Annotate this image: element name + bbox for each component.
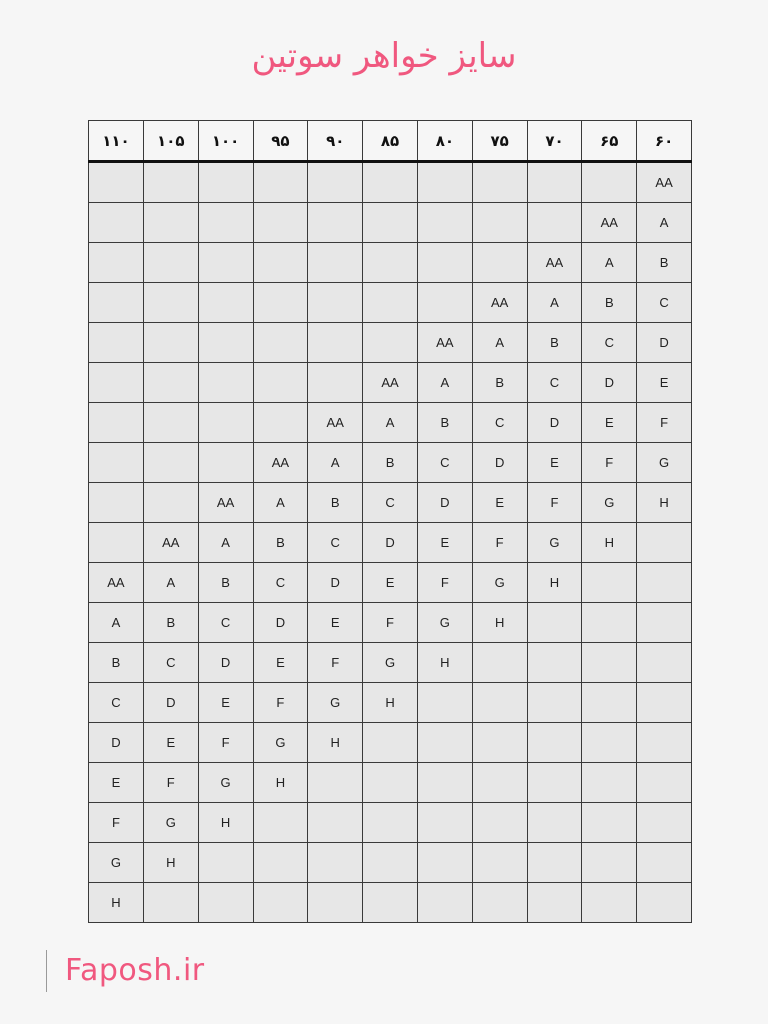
table-row [89, 243, 692, 283]
table-row [89, 323, 692, 363]
cup-size-cell: B [253, 523, 308, 563]
cup-size-cell: C [253, 563, 308, 603]
cup-size-cell [417, 843, 472, 883]
cup-size-cell [417, 803, 472, 843]
cup-size-cell [308, 323, 363, 363]
band-size-header: ۸۰ [417, 121, 472, 162]
cup-size-cell [417, 723, 472, 763]
cup-size-cell: F [198, 723, 253, 763]
cup-size-cell: E [582, 403, 637, 443]
cup-size-cell [253, 363, 308, 403]
cup-size-cell: AA [582, 203, 637, 243]
cup-size-cell: B [89, 643, 144, 683]
table-row [89, 763, 692, 803]
cup-size-cell: C [143, 643, 198, 683]
cup-size-cell: G [472, 563, 527, 603]
cup-size-cell: AA [472, 283, 527, 323]
cup-size-cell: F [472, 523, 527, 563]
cup-size-cell: C [472, 403, 527, 443]
cup-size-cell [363, 243, 418, 283]
cup-size-cell [198, 403, 253, 443]
cup-size-cell: A [143, 563, 198, 603]
cup-size-cell [527, 883, 582, 923]
cup-size-cell: B [417, 403, 472, 443]
cup-size-cell: F [582, 443, 637, 483]
cup-size-cell [363, 283, 418, 323]
cup-size-cell [253, 243, 308, 283]
cup-size-cell: F [143, 763, 198, 803]
brand-logo-text[interactable]: Faposh.ir [46, 950, 205, 992]
cup-size-cell: H [417, 643, 472, 683]
cup-size-cell: AA [527, 243, 582, 283]
cup-size-cell [253, 283, 308, 323]
cup-size-cell: A [89, 603, 144, 643]
cup-size-cell [637, 683, 692, 723]
cup-size-cell [363, 323, 418, 363]
table-body [89, 162, 692, 923]
cup-size-cell [253, 843, 308, 883]
cup-size-cell [308, 162, 363, 203]
table-row [89, 443, 692, 483]
cup-size-cell [198, 203, 253, 243]
cup-size-cell: AA [363, 363, 418, 403]
cup-size-cell: H [308, 723, 363, 763]
cup-size-cell [253, 203, 308, 243]
cup-size-cell [363, 883, 418, 923]
cup-size-cell: C [363, 483, 418, 523]
cup-size-cell [143, 323, 198, 363]
cup-size-cell: A [527, 283, 582, 323]
cup-size-cell [253, 162, 308, 203]
table-row [89, 643, 692, 683]
cup-size-cell: E [417, 523, 472, 563]
cup-size-cell: H [363, 683, 418, 723]
band-size-header: ۷۵ [472, 121, 527, 162]
cup-size-cell [417, 763, 472, 803]
cup-size-cell: B [472, 363, 527, 403]
cup-size-cell [527, 203, 582, 243]
cup-size-cell [472, 803, 527, 843]
cup-size-cell: F [363, 603, 418, 643]
cup-size-cell [637, 843, 692, 883]
cup-size-cell [527, 683, 582, 723]
table-row [89, 563, 692, 603]
cup-size-cell: B [308, 483, 363, 523]
cup-size-cell [143, 443, 198, 483]
cup-size-cell [143, 403, 198, 443]
cup-size-cell [143, 243, 198, 283]
cup-size-cell: A [582, 243, 637, 283]
cup-size-cell [308, 883, 363, 923]
cup-size-cell: E [253, 643, 308, 683]
table-row [89, 203, 692, 243]
cup-size-cell [308, 203, 363, 243]
cup-size-cell: H [582, 523, 637, 563]
cup-size-cell [143, 203, 198, 243]
cup-size-cell: G [637, 443, 692, 483]
cup-size-cell [308, 843, 363, 883]
table-row [89, 803, 692, 843]
table-row [89, 843, 692, 883]
band-size-header: ۶۵ [582, 121, 637, 162]
cup-size-cell: F [637, 403, 692, 443]
cup-size-cell [582, 162, 637, 203]
cup-size-cell [253, 323, 308, 363]
cup-size-cell: H [527, 563, 582, 603]
cup-size-cell [89, 483, 144, 523]
band-size-header: ۷۰ [527, 121, 582, 162]
cup-size-cell: D [143, 683, 198, 723]
sister-size-table [88, 120, 692, 923]
cup-size-cell [417, 162, 472, 203]
cup-size-cell: D [527, 403, 582, 443]
cup-size-cell: G [89, 843, 144, 883]
cup-size-cell [308, 363, 363, 403]
cup-size-cell: A [637, 203, 692, 243]
cup-size-cell [363, 843, 418, 883]
cup-size-cell [198, 443, 253, 483]
band-size-header: ۱۱۰ [89, 121, 144, 162]
cup-size-cell: D [417, 483, 472, 523]
cup-size-cell [637, 563, 692, 603]
cup-size-cell: C [308, 523, 363, 563]
cup-size-cell: H [89, 883, 144, 923]
cup-size-cell: E [472, 483, 527, 523]
cup-size-cell: B [527, 323, 582, 363]
cup-size-cell [89, 403, 144, 443]
cup-size-cell: AA [198, 483, 253, 523]
cup-size-cell [198, 243, 253, 283]
cup-size-cell: F [89, 803, 144, 843]
cup-size-cell [527, 843, 582, 883]
page-title: سایز خواهر سوتین [251, 36, 517, 76]
cup-size-cell: C [417, 443, 472, 483]
cup-size-cell: C [198, 603, 253, 643]
cup-size-cell [582, 883, 637, 923]
cup-size-cell: G [198, 763, 253, 803]
cup-size-cell: AA [253, 443, 308, 483]
table-row [89, 723, 692, 763]
cup-size-cell [89, 363, 144, 403]
cup-size-cell [472, 723, 527, 763]
cup-size-cell [143, 162, 198, 203]
cup-size-cell [198, 883, 253, 923]
cup-size-cell: AA [89, 563, 144, 603]
band-size-header: ۶۰ [637, 121, 692, 162]
cup-size-cell [637, 763, 692, 803]
cup-size-cell [582, 563, 637, 603]
cup-size-cell: D [472, 443, 527, 483]
cup-size-cell [582, 843, 637, 883]
cup-size-cell [582, 643, 637, 683]
cup-size-cell: A [472, 323, 527, 363]
cup-size-cell [253, 883, 308, 923]
cup-size-cell [308, 243, 363, 283]
cup-size-cell: B [198, 563, 253, 603]
cup-size-cell [527, 803, 582, 843]
cup-size-cell: G [308, 683, 363, 723]
cup-size-cell: C [582, 323, 637, 363]
cup-size-cell [582, 723, 637, 763]
cup-size-cell: B [637, 243, 692, 283]
table-row [89, 162, 692, 203]
cup-size-cell: A [253, 483, 308, 523]
cup-size-cell [198, 162, 253, 203]
cup-size-cell [143, 283, 198, 323]
cup-size-cell [308, 763, 363, 803]
cup-size-cell [582, 803, 637, 843]
cup-size-cell [198, 323, 253, 363]
cup-size-cell: F [417, 563, 472, 603]
cup-size-cell [527, 643, 582, 683]
cup-size-cell: H [637, 483, 692, 523]
cup-size-cell [637, 603, 692, 643]
cup-size-cell: C [637, 283, 692, 323]
cup-size-cell: D [582, 363, 637, 403]
cup-size-cell [472, 243, 527, 283]
cup-size-cell: H [143, 843, 198, 883]
cup-size-cell: E [198, 683, 253, 723]
cup-size-cell: H [472, 603, 527, 643]
cup-size-cell [472, 203, 527, 243]
cup-size-cell: E [637, 363, 692, 403]
cup-size-cell: D [198, 643, 253, 683]
cup-size-cell [637, 643, 692, 683]
cup-size-cell: E [89, 763, 144, 803]
band-size-header: ۸۵ [363, 121, 418, 162]
cup-size-cell: AA [637, 162, 692, 203]
cup-size-cell [363, 803, 418, 843]
cup-size-cell [637, 803, 692, 843]
cup-size-cell: AA [308, 403, 363, 443]
cup-size-cell: C [527, 363, 582, 403]
cup-size-cell: F [253, 683, 308, 723]
cup-size-cell: D [253, 603, 308, 643]
table-row [89, 883, 692, 923]
table-row [89, 283, 692, 323]
table-row [89, 363, 692, 403]
cup-size-cell: A [308, 443, 363, 483]
cup-size-cell: A [198, 523, 253, 563]
cup-size-cell [417, 283, 472, 323]
band-size-header: ۱۰۵ [143, 121, 198, 162]
cup-size-cell: G [363, 643, 418, 683]
cup-size-cell: B [363, 443, 418, 483]
table-row [89, 603, 692, 643]
cup-size-cell [417, 683, 472, 723]
cup-size-cell [472, 643, 527, 683]
cup-size-cell: B [582, 283, 637, 323]
cup-size-cell [363, 162, 418, 203]
cup-size-cell: AA [143, 523, 198, 563]
cup-size-cell [363, 203, 418, 243]
cup-size-cell [527, 723, 582, 763]
cup-size-cell: F [308, 643, 363, 683]
cup-size-cell [198, 843, 253, 883]
cup-size-cell [89, 523, 144, 563]
cup-size-cell: G [143, 803, 198, 843]
cup-size-cell [527, 162, 582, 203]
cup-size-cell: D [89, 723, 144, 763]
cup-size-cell [198, 363, 253, 403]
cup-size-cell [472, 763, 527, 803]
cup-size-cell [89, 443, 144, 483]
cup-size-cell [143, 883, 198, 923]
table-row [89, 483, 692, 523]
cup-size-cell: A [417, 363, 472, 403]
cup-size-cell [527, 763, 582, 803]
cup-size-cell [89, 162, 144, 203]
cup-size-cell [89, 323, 144, 363]
cup-size-cell [472, 162, 527, 203]
cup-size-cell [637, 723, 692, 763]
table-row [89, 523, 692, 563]
cup-size-cell [308, 283, 363, 323]
cup-size-cell [417, 243, 472, 283]
cup-size-cell [582, 603, 637, 643]
cup-size-cell [472, 683, 527, 723]
cup-size-cell [363, 723, 418, 763]
cup-size-cell: E [308, 603, 363, 643]
cup-size-cell [417, 883, 472, 923]
cup-size-cell: AA [417, 323, 472, 363]
cup-size-cell: H [253, 763, 308, 803]
cup-size-cell: G [582, 483, 637, 523]
cup-size-cell [253, 803, 308, 843]
cup-size-cell: C [89, 683, 144, 723]
band-size-header: ۹۰ [308, 121, 363, 162]
header-row [89, 121, 692, 162]
cup-size-cell [637, 883, 692, 923]
cup-size-cell [143, 483, 198, 523]
cup-size-cell [89, 283, 144, 323]
cup-size-cell [89, 203, 144, 243]
table-row [89, 683, 692, 723]
table-header [89, 121, 692, 162]
cup-size-cell [417, 203, 472, 243]
cup-size-cell [253, 403, 308, 443]
cup-size-cell: A [363, 403, 418, 443]
cup-size-cell: D [637, 323, 692, 363]
cup-size-cell [582, 763, 637, 803]
cup-size-cell: G [253, 723, 308, 763]
cup-size-cell: E [143, 723, 198, 763]
cup-size-cell [472, 883, 527, 923]
cup-size-cell: E [527, 443, 582, 483]
cup-size-cell [527, 603, 582, 643]
table-row [89, 403, 692, 443]
cup-size-cell: G [417, 603, 472, 643]
cup-size-cell [363, 763, 418, 803]
cup-size-cell: D [308, 563, 363, 603]
cup-size-cell: F [527, 483, 582, 523]
cup-size-cell [637, 523, 692, 563]
cup-size-cell: D [363, 523, 418, 563]
cup-size-cell: E [363, 563, 418, 603]
cup-size-cell [89, 243, 144, 283]
band-size-header: ۹۵ [253, 121, 308, 162]
cup-size-cell [143, 363, 198, 403]
cup-size-cell [198, 283, 253, 323]
cup-size-cell: G [527, 523, 582, 563]
cup-size-cell: H [198, 803, 253, 843]
cup-size-cell [308, 803, 363, 843]
band-size-header: ۱۰۰ [198, 121, 253, 162]
cup-size-cell [472, 843, 527, 883]
cup-size-cell [582, 683, 637, 723]
cup-size-cell: B [143, 603, 198, 643]
